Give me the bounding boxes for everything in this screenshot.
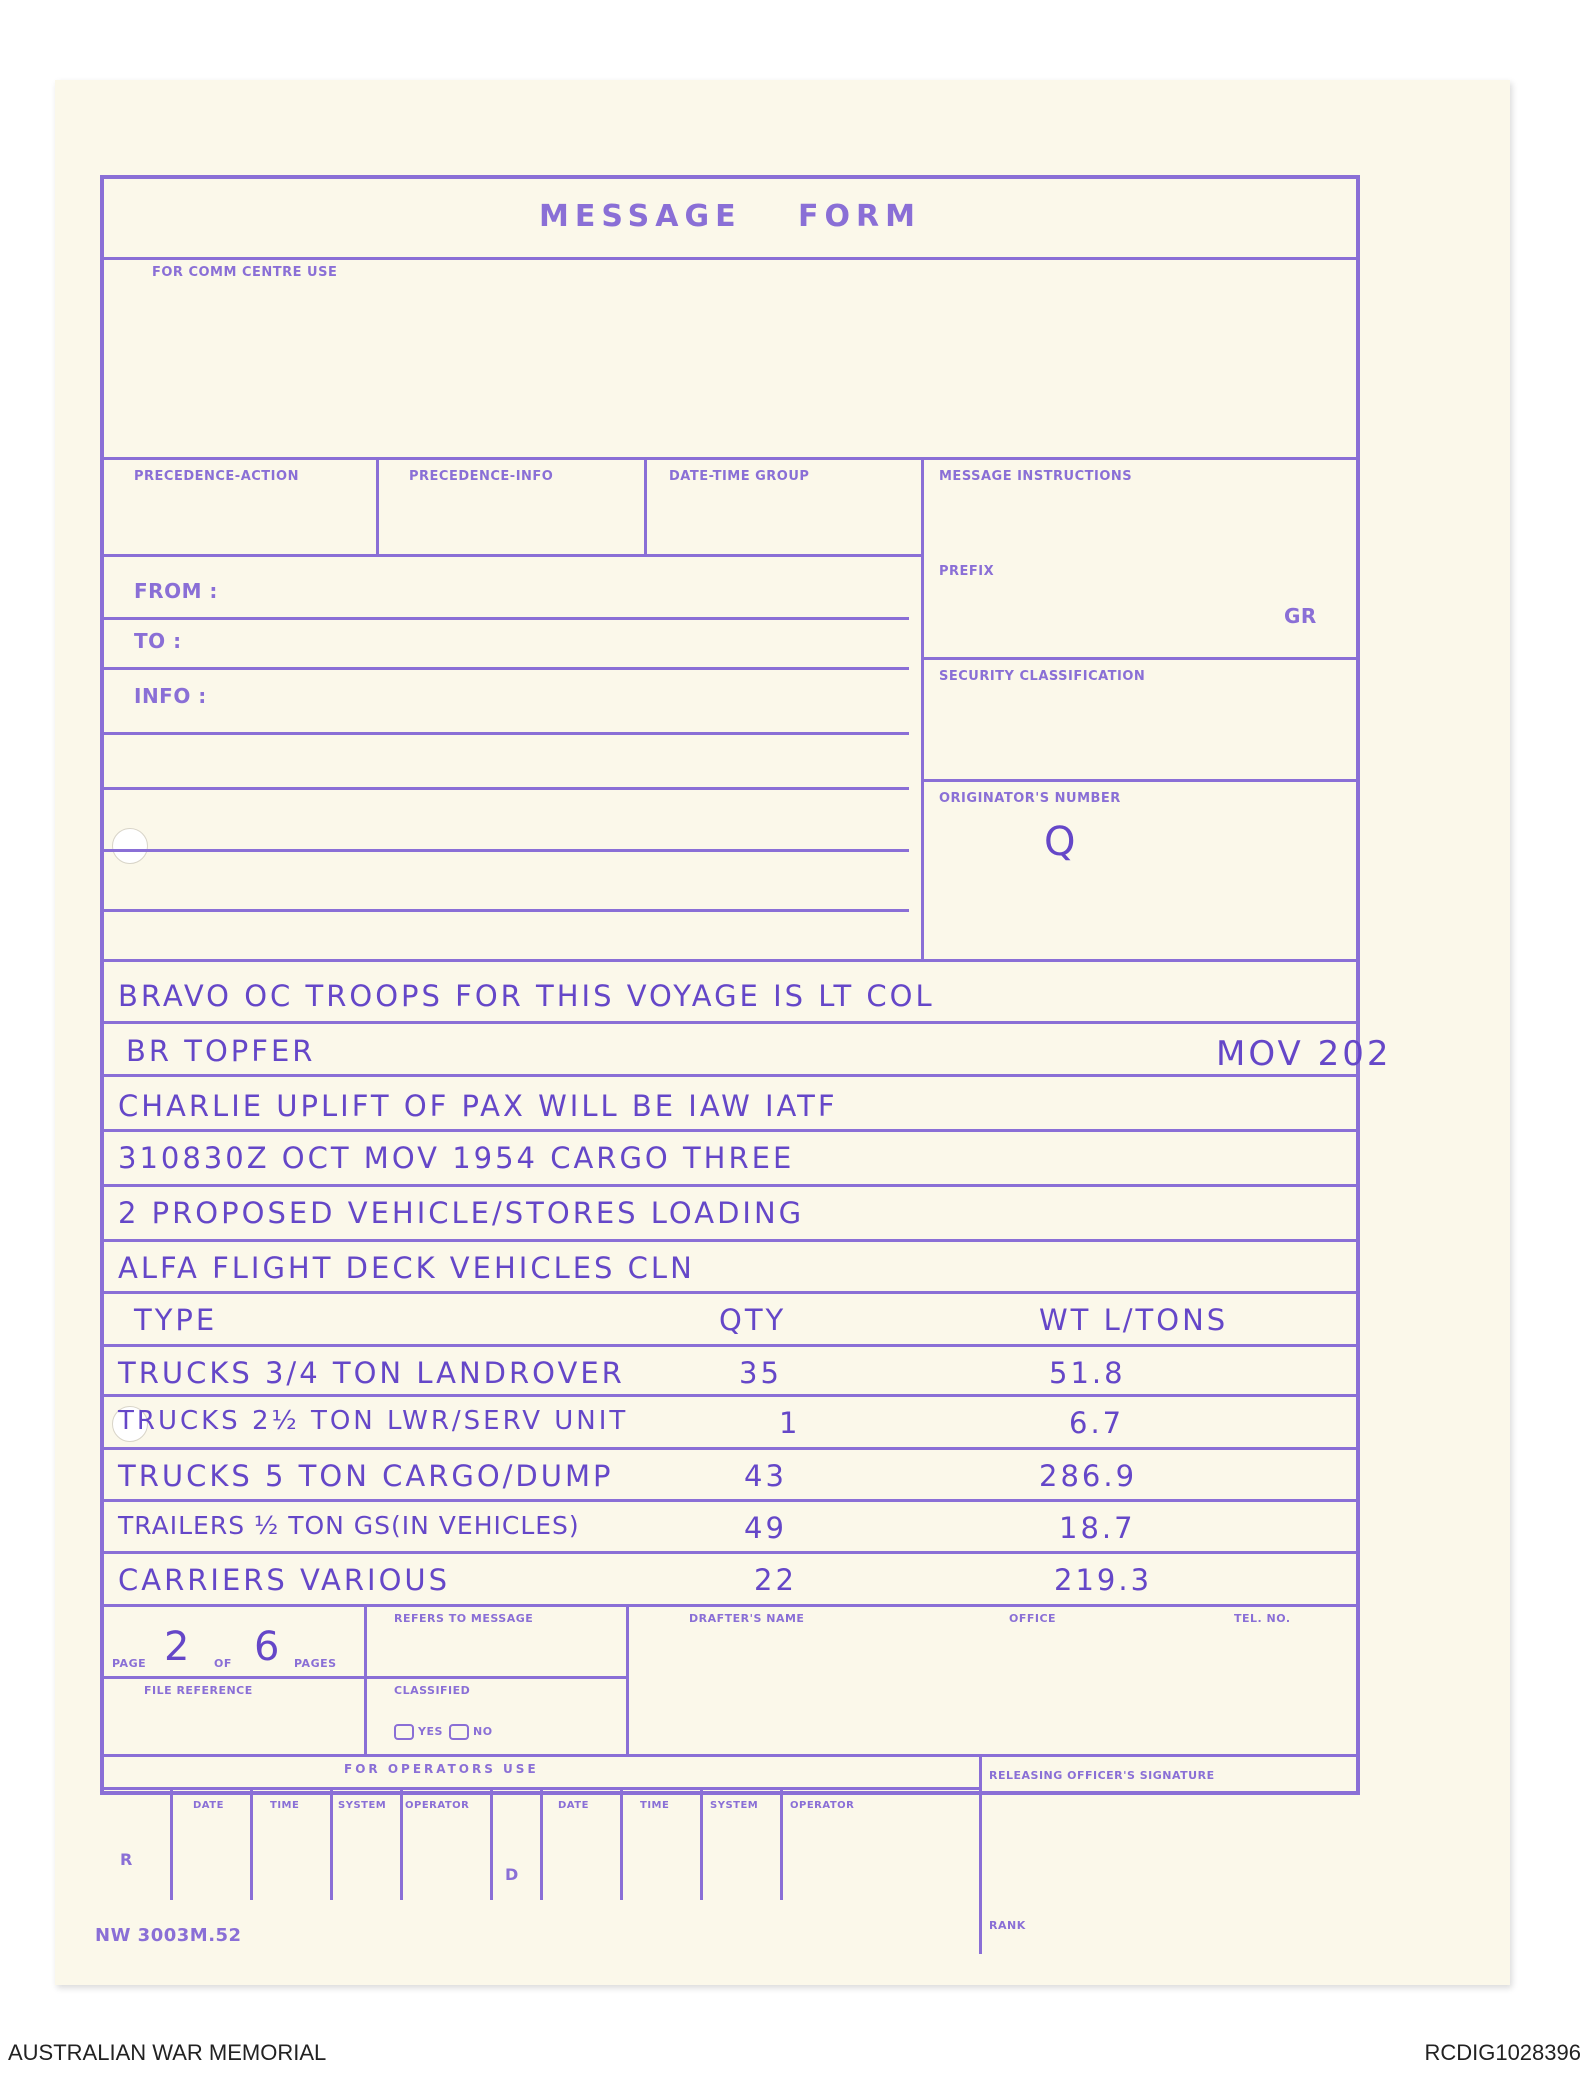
table-cell-weight: 286.9 (1039, 1459, 1138, 1493)
divider (330, 1790, 333, 1900)
message-line: BRAVO OC TROOPS FOR THIS VOYAGE IS LT COL (118, 979, 935, 1013)
ruled-line (104, 1394, 1356, 1397)
divider (921, 779, 1356, 782)
classified-label: CLASSIFIED (394, 1684, 471, 1697)
to-line (104, 667, 909, 670)
table-cell-qty: 1 (779, 1406, 801, 1440)
page-of-label: OF (214, 1657, 232, 1670)
page-number: 2 (164, 1624, 193, 1670)
message-line: 2 PROPOSED VEHICLE/STORES LOADING (118, 1196, 805, 1230)
classified-no-checkbox[interactable] (449, 1724, 469, 1740)
precedence-action-label: PRECEDENCE-ACTION (134, 469, 299, 484)
r-operator-header: OPERATOR (405, 1800, 470, 1811)
despatched-label: D (505, 1865, 519, 1884)
divider (400, 1790, 403, 1900)
info-line (104, 732, 909, 735)
table-cell-type: TRUCKS 5 TON CARGO/DUMP (118, 1459, 614, 1493)
divider (104, 257, 1356, 260)
info-line (104, 909, 909, 912)
table-cell-type: CARRIERS VARIOUS (118, 1563, 451, 1597)
refers-to-message-label: REFERS TO MESSAGE (394, 1612, 534, 1625)
r-time-header: TIME (270, 1800, 300, 1811)
divider (104, 457, 1356, 460)
originator-number-label: ORIGINATOR'S NUMBER (939, 791, 1121, 806)
ruled-line (104, 1129, 1356, 1132)
prefix-value: GR (1284, 604, 1317, 628)
divider (979, 1754, 982, 1954)
originator-number-value: Q (1044, 819, 1079, 865)
divider (540, 1790, 543, 1900)
page-total: 6 (254, 1624, 283, 1670)
table-cell-weight: 219.3 (1054, 1563, 1153, 1597)
rank-label: RANK (989, 1919, 1026, 1932)
info-line (104, 849, 909, 852)
ruled-line (104, 1499, 1356, 1502)
classified-yes-label: YES (418, 1725, 443, 1738)
ruled-line (104, 1344, 1356, 1347)
divider (376, 459, 379, 554)
ruled-line (104, 1021, 1356, 1024)
divider (170, 1790, 173, 1900)
table-cell-qty: 35 (739, 1356, 782, 1390)
tel-no-label: TEL. NO. (1234, 1612, 1291, 1625)
divider (104, 959, 1356, 962)
message-line: ALFA FLIGHT DECK VEHICLES CLN (118, 1251, 695, 1285)
divider (626, 1604, 629, 1754)
releasing-officer-label: RELEASING OFFICER'S SIGNATURE (989, 1769, 1215, 1782)
ruled-line (104, 1291, 1356, 1294)
table-cell-qty: 49 (744, 1511, 787, 1545)
table-cell-weight: 6.7 (1069, 1406, 1125, 1440)
form-number: NW 3003M.52 (95, 1925, 242, 1946)
table-cell-qty: 22 (754, 1563, 797, 1597)
divider (700, 1790, 703, 1900)
table-header-weight: WT L/TONS (1039, 1303, 1229, 1337)
r-system-header: SYSTEM (338, 1800, 387, 1811)
margin-note: MOV 202 (1216, 1034, 1392, 1074)
message-instructions-label: MESSAGE INSTRUCTIONS (939, 469, 1133, 484)
comm-centre-label: FOR COMM CENTRE USE (152, 265, 338, 280)
drafters-name-label: DRAFTER'S NAME (689, 1612, 805, 1625)
message-line: CHARLIE UPLIFT OF PAX WILL BE IAW IATF (118, 1089, 838, 1123)
divider (644, 459, 647, 554)
divider (104, 1604, 1356, 1607)
to-label: TO : (134, 629, 182, 653)
info-line (104, 787, 909, 790)
ruled-line (104, 1074, 1356, 1077)
table-header-qty: QTY (719, 1303, 787, 1337)
divider (104, 1754, 1356, 1757)
ruled-line (104, 1551, 1356, 1554)
divider (620, 1790, 623, 1900)
d-time-header: TIME (640, 1800, 670, 1811)
d-operator-header: OPERATOR (790, 1800, 855, 1811)
table-cell-weight: 51.8 (1049, 1356, 1126, 1390)
divider (921, 657, 1356, 660)
d-date-header: DATE (558, 1800, 589, 1811)
d-system-header: SYSTEM (710, 1800, 759, 1811)
security-classification-label: SECURITY CLASSIFICATION (939, 669, 1146, 684)
file-reference-label: FILE REFERENCE (144, 1684, 253, 1697)
office-label: OFFICE (1009, 1612, 1057, 1625)
divider (104, 1676, 364, 1679)
table-cell-type: TRAILERS ½ TON GS(IN VEHICLES) (118, 1511, 580, 1540)
dtg-label: DATE-TIME GROUP (669, 469, 810, 484)
classified-no-label: NO (473, 1725, 493, 1738)
ruled-line (104, 1447, 1356, 1450)
divider (921, 459, 924, 959)
page-label: PAGE (112, 1657, 147, 1670)
message-line: 310830Z OCT MOV 1954 CARGO THREE (118, 1141, 795, 1175)
table-cell-type: TRUCKS 3/4 TON LANDROVER (118, 1356, 625, 1390)
divider (364, 1604, 367, 1754)
divider (250, 1790, 253, 1900)
archive-footer-right: RCDIG1028396 (1424, 2040, 1581, 2065)
classified-yes-checkbox[interactable] (394, 1724, 414, 1740)
table-cell-weight: 18.7 (1059, 1511, 1136, 1545)
message-line: BR TOPFER (126, 1034, 316, 1068)
from-label: FROM : (134, 579, 218, 603)
table-header-type: TYPE (134, 1303, 218, 1337)
operators-use-label: FOR OPERATORS USE (344, 1762, 539, 1776)
archive-footer-left: AUSTRALIAN WAR MEMORIAL (8, 2040, 327, 2065)
info-label: INFO : (134, 684, 207, 708)
divider (490, 1790, 493, 1900)
divider (364, 1676, 626, 1679)
divider (104, 554, 921, 557)
form-title: MESSAGE FORM (539, 199, 921, 234)
received-label: R (120, 1850, 133, 1869)
table-cell-type: TRUCKS 2½ TON LWR/SERV UNIT (118, 1406, 629, 1436)
ruled-line (104, 1239, 1356, 1242)
divider (780, 1790, 783, 1900)
r-date-header: DATE (193, 1800, 224, 1811)
precedence-info-label: PRECEDENCE-INFO (409, 469, 554, 484)
table-cell-qty: 43 (744, 1459, 787, 1493)
ruled-line (104, 1184, 1356, 1187)
from-line (104, 617, 909, 620)
prefix-label: PREFIX (939, 564, 995, 579)
pages-label: PAGES (294, 1657, 337, 1670)
